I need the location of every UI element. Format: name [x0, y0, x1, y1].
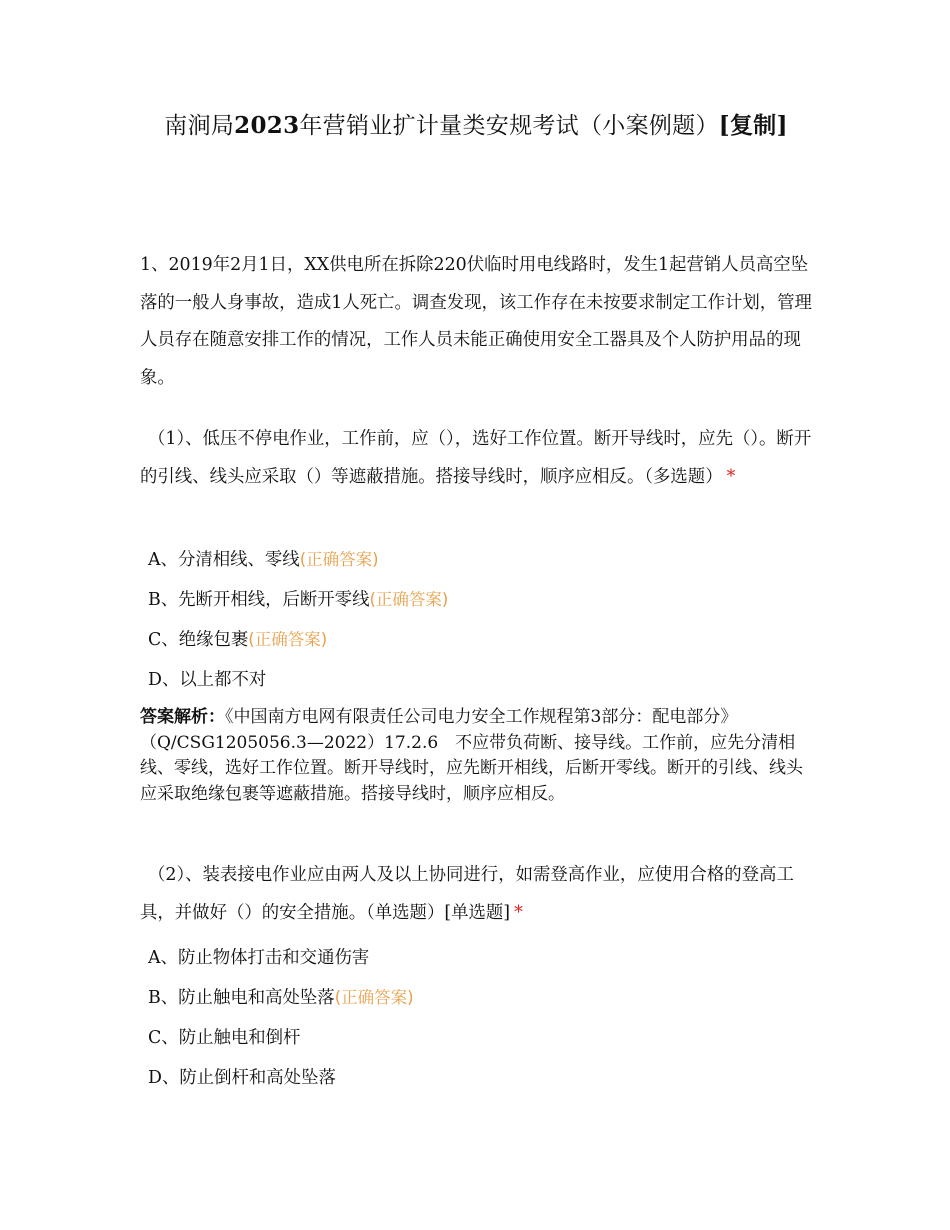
- option-label: D、防止倒杆和高处坠落: [148, 1068, 336, 1088]
- option-label: A、防止物体打击和交通伤害: [148, 948, 370, 968]
- option-c[interactable]: [148, 1022, 812, 1062]
- option-d[interactable]: [148, 664, 812, 704]
- question-2-number: （2）、: [148, 865, 203, 885]
- option-label: A、分清相线、零线: [148, 550, 300, 570]
- question-1-text: 低压不停电作业，工作前，应（），选好工作位置。断开导线时，应先（）。断开的引线、线头应采取（）等遮蔽措施。搭接导线时，顺序应相反。（多选题）: [140, 429, 812, 487]
- question-1-options: [148, 544, 812, 704]
- correct-answer-tag: (正确答案): [334, 988, 414, 1007]
- option-a[interactable]: [148, 942, 812, 982]
- answer-analysis: [140, 705, 812, 807]
- correct-answer-tag: (正确答案): [248, 630, 328, 649]
- option-label: C、绝缘包裹: [148, 630, 249, 650]
- option-label: C、防止触电和倒杆: [148, 1028, 301, 1048]
- correct-answer-tag: (正确答案): [369, 590, 449, 609]
- analysis-label: 答案解析：: [140, 707, 225, 727]
- title-part2: 年营销业扩计量类安规考试（小案例题）: [299, 113, 719, 139]
- option-a[interactable]: [148, 544, 812, 584]
- required-mark: *: [726, 466, 736, 487]
- question-2-options: [148, 942, 812, 1102]
- option-d[interactable]: [148, 1062, 812, 1102]
- option-b[interactable]: [148, 982, 812, 1022]
- analysis-text: 《中国南方电网有限责任公司电力安全工作规程第3部分：配电部分》（Q/CSG1205056.3—2022）17.2.6 不应带负荷断、接导线。工作前，应先分清相线、零线，选好工作位置。断开导线时，应先断开相线，后断开零线。断开的引线、线头应采取绝缘包裹等遮蔽措施。搭接导线时，顺序应相反。: [140, 707, 803, 804]
- option-label: D、以上都不对: [148, 670, 267, 690]
- title-copy-tag: [复制]: [718, 112, 788, 139]
- option-c[interactable]: [148, 624, 812, 664]
- question-1-number: （1）、: [148, 429, 203, 449]
- title-year: 2023: [234, 112, 300, 139]
- title-part1: 南涧局: [164, 113, 235, 139]
- case-description: 1、2019年2月1日，XX供电所在拆除220伏临时用电线路时，发生1起营销人员高空坠落的一般人身事故，造成1人死亡。调查发现，该工作存在未按要求制定工作计划，管理人员存在随意安排工作的情况，工作人员未能正确使用安全工器具及个人防护用品的现象。: [140, 255, 812, 388]
- option-b[interactable]: [148, 584, 812, 624]
- page-title: [130, 110, 822, 142]
- question-2-text: 装表接电作业应由两人及以上协同进行，如需登高作业，应使用合格的登高工具，并做好（）的安全措施。（单选题）[单选题]: [140, 865, 794, 923]
- option-label: B、先断开相线，后断开零线: [148, 590, 370, 610]
- question-2: [140, 857, 812, 932]
- correct-answer-tag: (正确答案): [299, 550, 379, 569]
- required-mark: *: [514, 902, 523, 923]
- option-label: B、防止触电和高处坠落: [148, 988, 335, 1008]
- question-1: [140, 421, 812, 496]
